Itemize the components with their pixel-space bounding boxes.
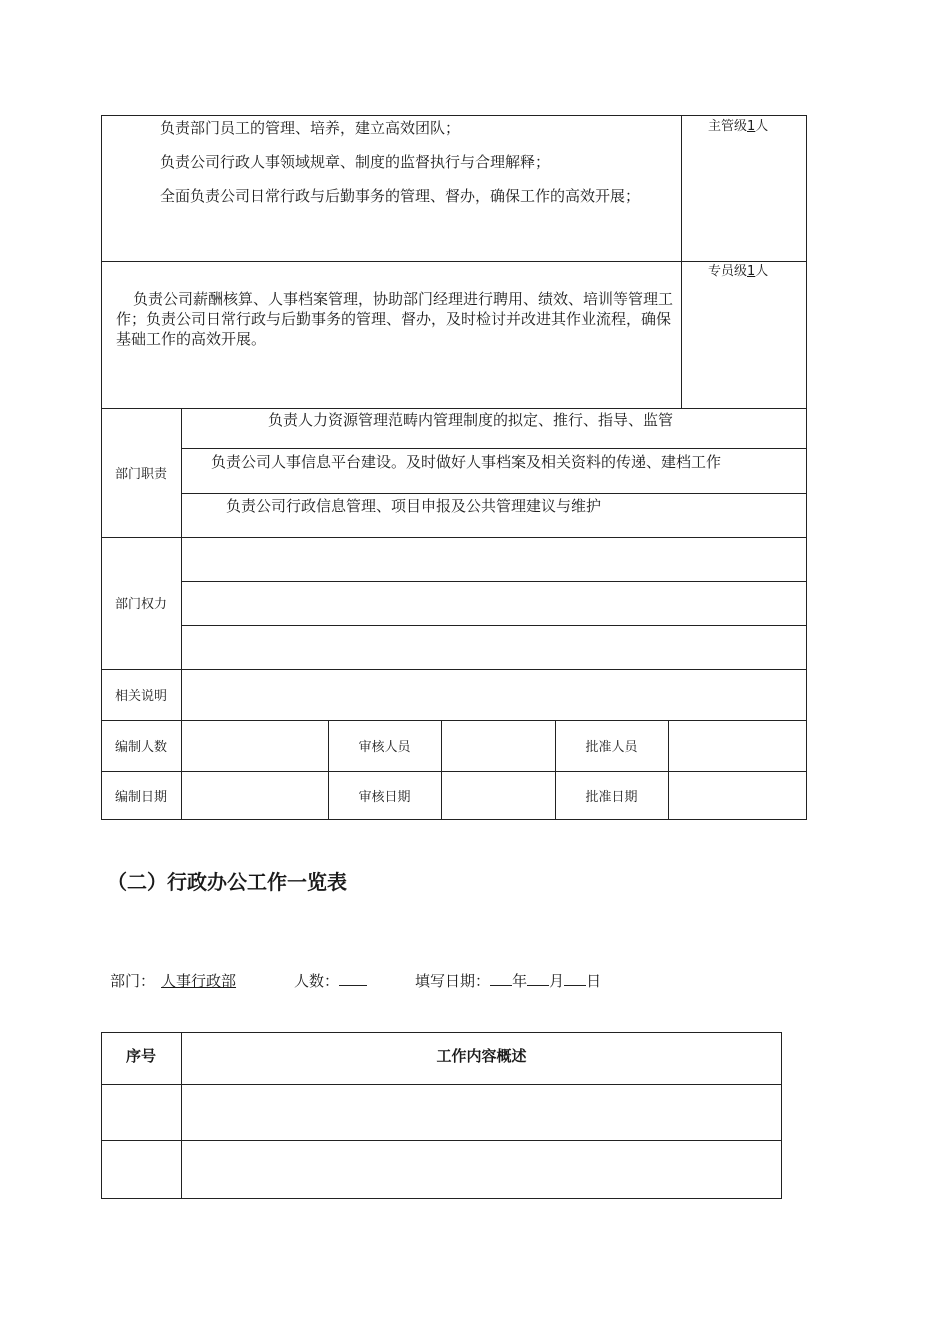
section-title: （二）行政办公工作一览表 — [107, 870, 347, 894]
year-blank — [490, 971, 512, 986]
row-divider — [101, 261, 807, 262]
row-divider — [101, 669, 807, 670]
dept-label: 部门： — [110, 972, 156, 990]
specialist-duty-text: 负责公司薪酬核算、人事档案管理，协助部门经理进行聘用、绩效、培训等管理工作；负责公司日常行政与后勤事务的管理、督办，及时检讨并改进其作业流程，确保基础工作的高效开展。 — [116, 290, 674, 348]
row-divider — [101, 1084, 782, 1085]
col-divider — [668, 720, 669, 820]
manager-duty-line-1: 负责部门员工的管理、培养，建立高效团队； — [160, 119, 461, 137]
approver-label: 批准人员 — [585, 740, 638, 755]
duty-item-2: 负责公司人事信息平台建设。及时做好人事档案及相关资料的传递、建档工作 — [211, 453, 722, 471]
notes-label: 相关说明 — [114, 689, 167, 704]
staff-count-label: 编制人数 — [114, 740, 167, 755]
manager-staffing — [708, 118, 768, 136]
form-info-line — [110, 971, 601, 991]
col-divider — [555, 720, 556, 820]
row-divider — [181, 625, 807, 626]
col-divider — [441, 720, 442, 820]
authority-label: 部门权力 — [114, 597, 167, 612]
col-divider — [328, 720, 329, 820]
staffing-level: 主管级 — [708, 119, 748, 134]
day-blank — [564, 971, 586, 986]
count-label: 人数： — [294, 972, 340, 990]
day-label: 日 — [586, 972, 602, 990]
manager-duty-line-3: 全面负责公司日常行政与后勤事务的管理、督办，确保工作的高效开展； — [160, 187, 641, 205]
count-blank — [339, 971, 367, 986]
row-divider — [101, 771, 807, 772]
row-divider — [101, 1140, 782, 1141]
row-divider — [181, 493, 807, 494]
duty-item-3: 负责公司行政信息管理、项目申报及公共管理建议与维护 — [226, 497, 602, 515]
month-blank — [527, 971, 549, 986]
row-divider — [101, 408, 807, 409]
header-serial: 序号 — [125, 1047, 156, 1065]
reviewer-label: 审核人员 — [358, 740, 411, 755]
date-label: 填写日期： — [415, 972, 491, 990]
staffing-unit: 人 — [755, 264, 769, 279]
col-divider — [181, 408, 182, 820]
year-label: 年 — [512, 972, 528, 990]
review-date-label: 审核日期 — [358, 790, 411, 805]
duties-label: 部门职责 — [114, 467, 167, 482]
staffing-level: 专员级 — [708, 264, 748, 279]
specialist-staffing — [708, 263, 768, 281]
staffing-unit: 人 — [755, 119, 769, 134]
row-divider — [181, 581, 807, 582]
month-label: 月 — [549, 972, 565, 990]
row-divider — [181, 448, 807, 449]
staffing-count: 1 — [747, 119, 756, 134]
col-divider — [681, 115, 682, 408]
row-divider — [101, 537, 807, 538]
dept-value: 人事行政部 — [161, 972, 237, 990]
duty-item-1: 负责人力资源管理范畴内管理制度的拟定、推行、指导、监管 — [268, 411, 674, 429]
compile-date-label: 编制日期 — [114, 790, 167, 805]
staffing-count: 1 — [747, 264, 756, 279]
manager-duty-line-2: 负责公司行政人事领域规章、制度的监督执行与合理解释； — [160, 153, 551, 171]
approve-date-label: 批准日期 — [585, 790, 638, 805]
row-divider — [101, 720, 807, 721]
header-work-content: 工作内容概述 — [436, 1047, 527, 1065]
